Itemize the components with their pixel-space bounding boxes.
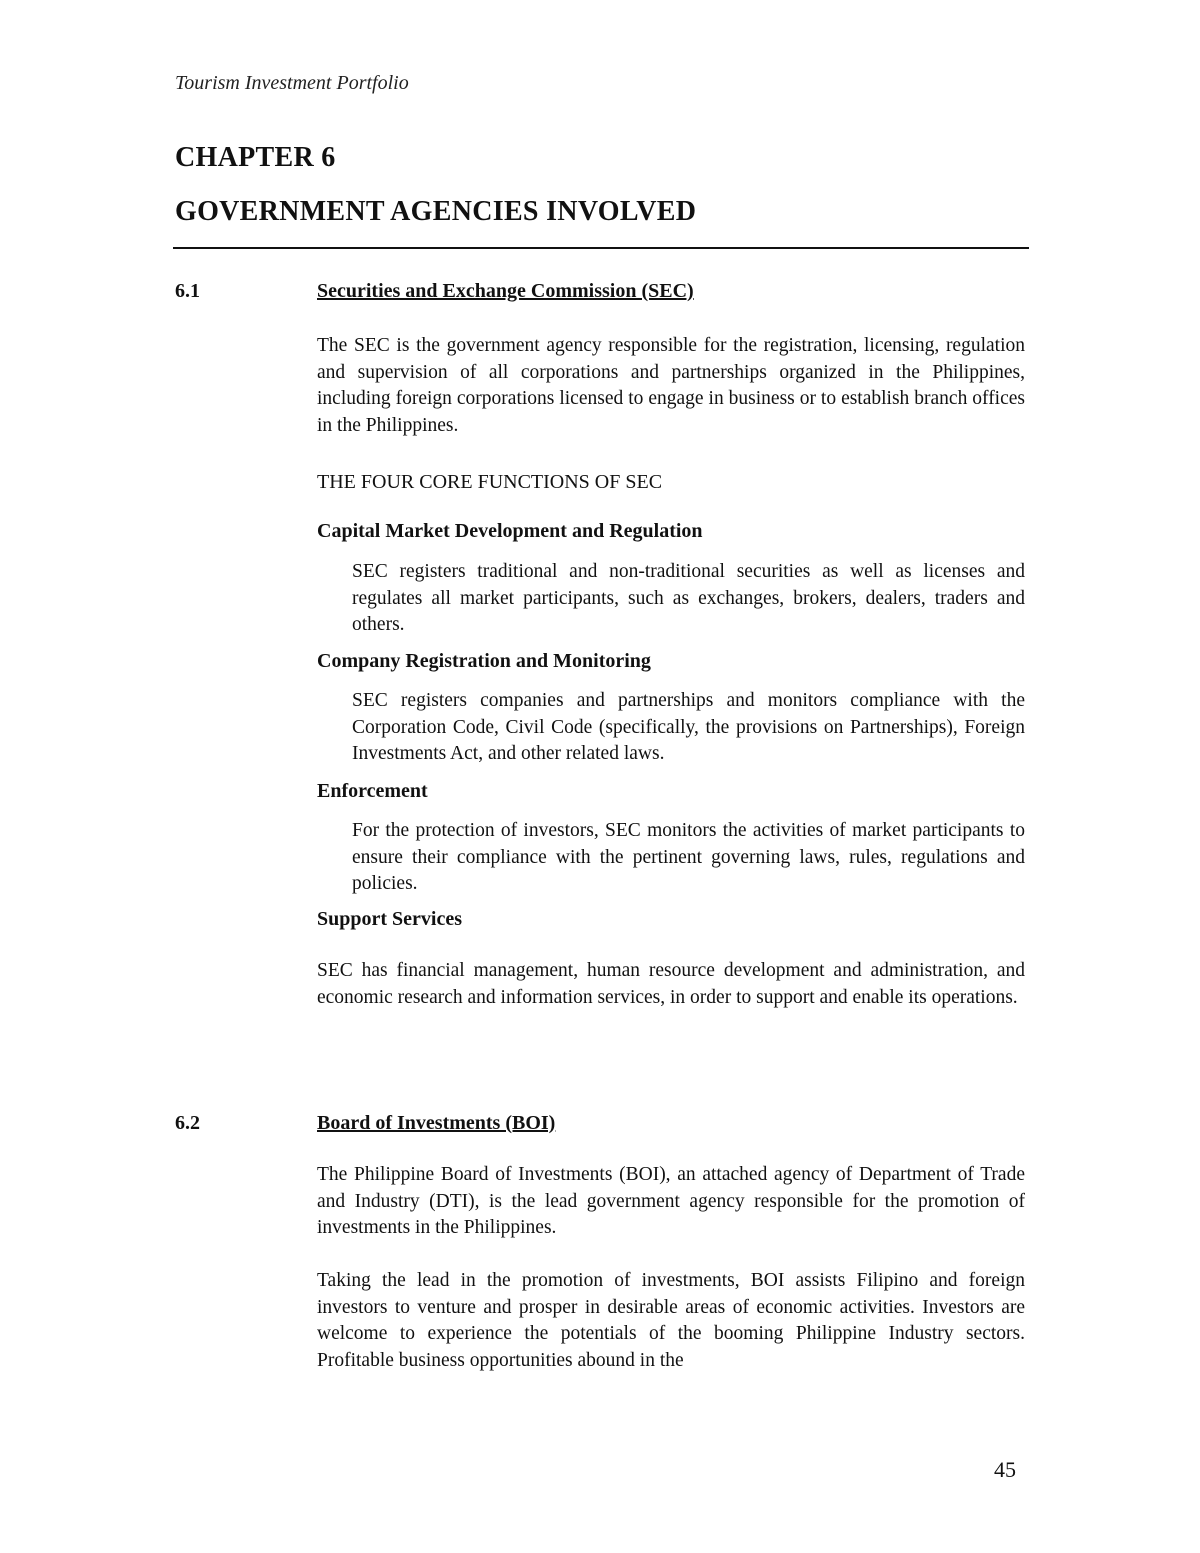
function-heading: Company Registration and Monitoring — [317, 650, 651, 672]
section-title: Board of Investments (BOI) — [317, 1112, 556, 1134]
title-divider — [173, 247, 1029, 249]
function-heading: Capital Market Development and Regulation — [317, 520, 703, 542]
body-paragraph: The Philippine Board of Investments (BOI), an attached agency of Department of Trade and Industry (DTI), is the lead government agency responsible for the promotion of investments in the Philippines. — [317, 1164, 1025, 1238]
function-paragraph: For the protection of investors, SEC monitors the activities of market participants to ensure their compliance with the pertinent governing laws, rules, regulations and policies. — [352, 820, 1025, 894]
body-paragraph: Taking the lead in the promotion of investments, BOI assists Filipino and foreign investors to venture and prosper in desirable areas of economic activities. Investors are welcome to experience the potentials of the booming Philippine Industry sectors. Profitable business opportunities abound in the — [317, 1270, 1025, 1371]
function-paragraph: SEC has financial management, human resource development and administration, and economic research and information services, in order to support and enable its operations. — [317, 960, 1025, 1008]
function-paragraph: SEC registers traditional and non-traditional securities as well as licenses and regulates all market participants, such as exchanges, brokers, dealers, traders and others. — [352, 561, 1025, 635]
function-paragraph: SEC registers companies and partnerships and monitors compliance with the Corporation Code, Civil Code (specifically, the provisions on Partnerships), Foreign Investments Act, and other related laws. — [352, 690, 1025, 764]
chapter-title: CHAPTER 6 — [175, 142, 336, 173]
running-header: Tourism Investment Portfolio — [175, 72, 409, 94]
section-title: Securities and Exchange Commission (SEC) — [317, 280, 694, 302]
function-heading: Support Services — [317, 908, 462, 930]
core-functions-heading: THE FOUR CORE FUNCTIONS OF SEC — [317, 471, 663, 493]
section-number: 6.2 — [175, 1112, 200, 1134]
function-heading: Enforcement — [317, 780, 428, 802]
page-number: 45 — [994, 1457, 1016, 1482]
section-number: 6.1 — [175, 280, 200, 302]
chapter-subtitle: GOVERNMENT AGENCIES INVOLVED — [175, 196, 697, 227]
section-intro-paragraph: The SEC is the government agency responsible for the registration, licensing, regulation and supervision of all corporations and partnerships organized in the Philippines, including foreign corporations licensed to engage in business or to establish branch offices in the Philippines. — [317, 335, 1025, 436]
